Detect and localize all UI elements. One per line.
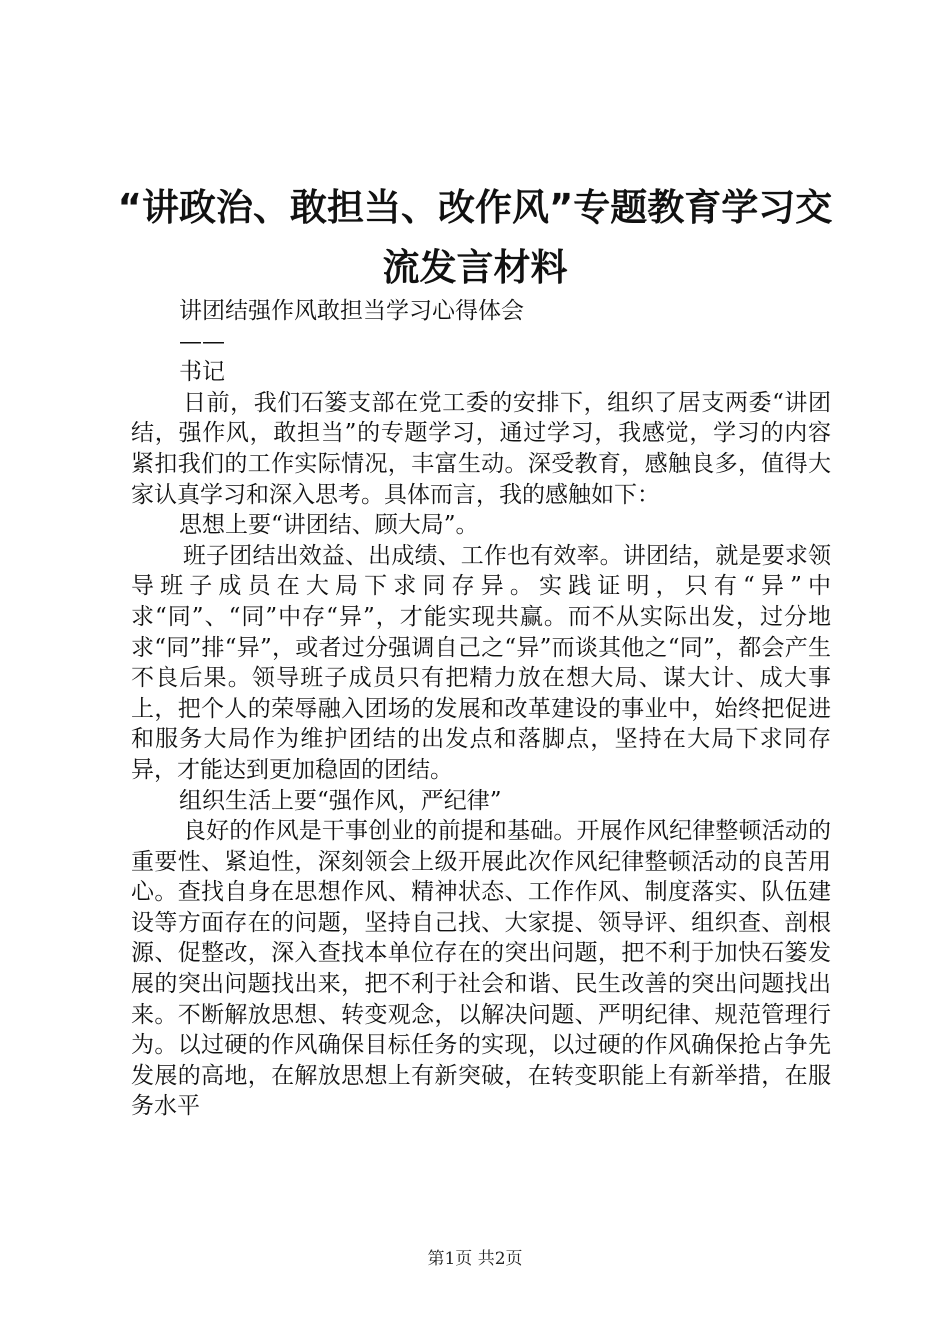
paragraph-style: 良好的作风是干事创业的前提和基础。开展作风纪律整顿活动的重要性、紧迫性，深刻领会上级开展此次作风纪律整顿活动的良苦用心。查找自身在思想作风、精神状态、工作作风、制度落实、队伍建设等方面存在的问题，坚持自己找、大家提、领导评、组织查、剖根源、促整改，深入查找本单位存在的突出问题，把不利于加快石篓发展的突出问题找出来，把不利于社会和谐、民生改善的突出问题找出来。不断解放思想、转变观念，以解决问题、严明纪律、规范管理行为。以过硬的作风确保目标任务的实现，以过硬的作风确保抢占争先发展的高地，在解放思想上有新突破，在转变职能上有新举措，在服务水平 [131, 818, 831, 1120]
dash-separator: —— [179, 328, 225, 355]
subtitle: 讲团结强作风敢担当学习心得体会 [179, 298, 524, 324]
paragraph-unity: 班子团结出效益、出成绩、工作也有效率。讲团结，就是要求领导班子成员在大局下求同存异。实践证明，只有“异”中求“同”、“同”中存“异”，才能实现共赢。而不从实际出发，过分地求“同”排“异”，或者过分强调自己之“异”而谈其他之“同”，都会产生不良后果。领导班子成员只有把精力放在想大局、谋大计、成大事上，把个人的荣辱融入团场的发展和改革建设的事业中，始终把促进和服务大局作为维护团结的出发点和落脚点，坚持在大局下求同存异，才能达到更加稳固的团结。 [131, 542, 831, 783]
page-footer: 第1页 共2页 [427, 1249, 523, 1269]
section-heading-style: 组织生活上要“强作风，严纪律” [179, 787, 502, 814]
section-heading-unity: 思想上要“讲团结、顾大局”。 [179, 512, 479, 539]
paragraph-intro: 日前，我们石篓支部在党工委的安排下，组织了居支两委“讲团结，强作风，敢担当”的专题学习，通过学习，我感觉，学习的内容紧扣我们的工作实际情况，丰富生动。深受教育，感触良多，值得大家认真学习和深入思考。具体而言，我的感触如下： [131, 389, 831, 508]
author-line: 书记 [179, 359, 225, 386]
document-title-line-1: “讲政治、敢担当、改作风”专题教育学习交 [117, 186, 833, 229]
document-body [131, 296, 831, 1122]
document-title-line-2: 流发言材料 [382, 246, 568, 289]
